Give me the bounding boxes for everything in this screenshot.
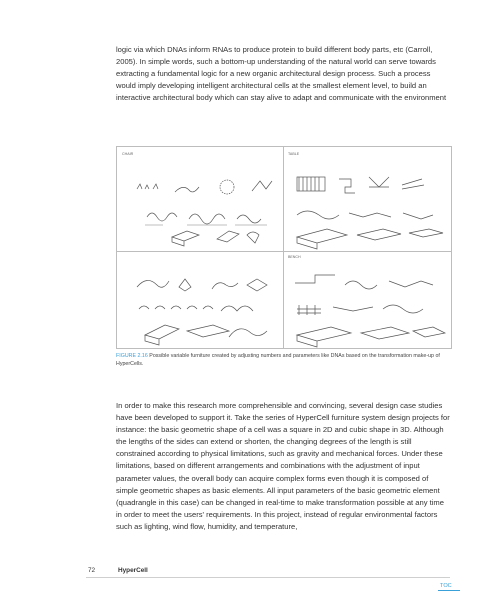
quadrant-label-bench: BENCH [288, 255, 301, 259]
quadrant-label-table: TABLE [288, 152, 300, 156]
running-title: HyperCell [118, 567, 148, 574]
quadrant-label-chair: CHAIR [122, 152, 134, 156]
figure-caption-text: Possible variable furniture created by adjusting numbers and parameters like DNAs based on the transformation make-up of HyperCells. [116, 353, 440, 368]
footer-rule [86, 577, 450, 578]
figure-caption [116, 352, 451, 369]
body-paragraph-top: logic via which DNAs inform RNAs to produce protein to build different body parts, etc (Carroll, 2005). In simple words, such a bottom-up understanding of the natural world can serve towards extracting a fundamental logic for a new organic architectural design process. Such a process would imply developing intelligent architectural cells at the smallest element level, to build an interactive architectural body which can stay alive to adapt and communicate with the environment [116, 45, 447, 103]
furniture-drawings-graphic [117, 147, 451, 348]
toc-underline [438, 590, 460, 591]
toc-link[interactable]: TOC [440, 583, 452, 589]
body-paragraph-bottom: In order to make this research more comprehensible and convincing, several design case studies have been developed to support it. Take the series of HyperCell furniture system design projects for instance: the basic geometric shape of a cell was a square in 2D and cubic shape in 3D. Although the lengths of the sides can extend or shorten, the changing degrees of the length is still constrained according to physical limitations, such as gravity and mechanical forces. Under these limitations, based on different arrangements and combinations with the adjustment of input parameter values, the overall body can acquire complex forms even though it is composed of simple geometric shapes as basic elements. All input parameters of the basic geometric element (quadrangle in this case) can be changed in real-time to make transformation possible at any time in order to meet the users' requirements. In this project, instead of regular environmental factors such as lighting, wind flow, humidity, and temperature, [116, 401, 450, 531]
figure-caption-label: FIGURE 2.16 [116, 353, 148, 359]
furniture-variation-figure [116, 146, 452, 349]
page-number: 72 [88, 567, 96, 574]
